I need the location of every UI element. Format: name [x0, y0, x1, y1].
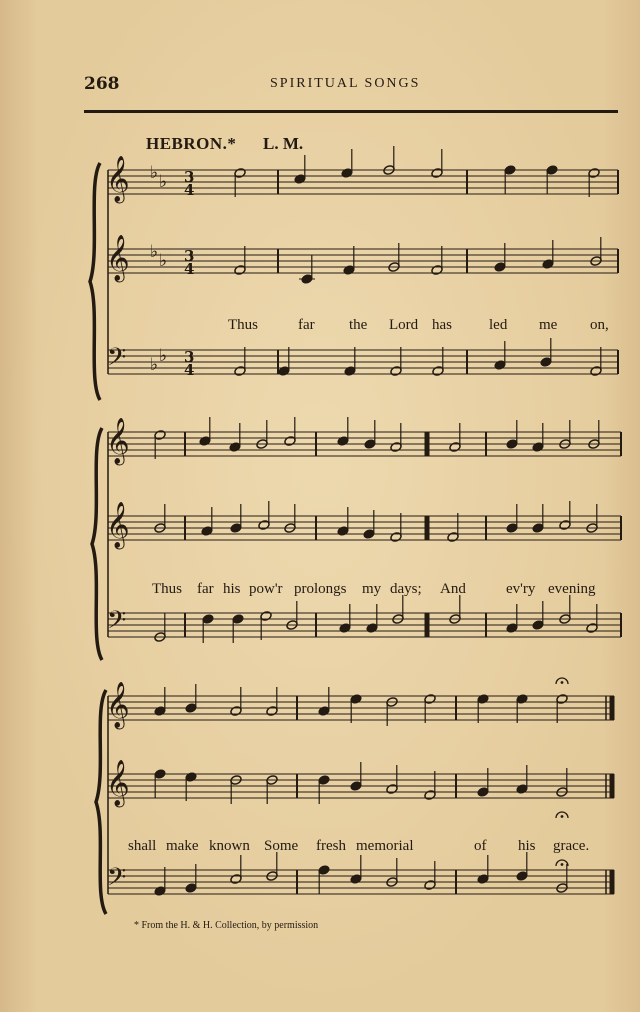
lyric-word: Some: [264, 838, 299, 854]
system-brace: [96, 690, 106, 914]
treble-clef-icon: 𝄞: [106, 418, 130, 464]
flat-sign-icon: ♭: [150, 242, 159, 262]
treble-clef-icon: 𝄞: [106, 156, 130, 202]
tune-meter: L. M.: [263, 134, 304, 153]
lyric-word: of: [474, 838, 487, 854]
lyric-word: Thus: [152, 581, 182, 597]
lyric-word: led: [489, 317, 508, 333]
lyric-word: my: [362, 581, 382, 597]
lyric-word: Thus: [228, 317, 258, 333]
lyric-word: known: [209, 838, 250, 854]
lyric-word: his: [223, 581, 241, 597]
lyric-word: prolongs: [294, 581, 347, 597]
time-signature-denominator: 4: [184, 181, 195, 199]
lyric-word: fresh: [316, 838, 346, 854]
fermata-dot: [561, 681, 564, 684]
flat-sign-icon: ♭: [159, 172, 168, 192]
bass-clef-icon: 𝄢: [107, 863, 127, 898]
lyric-word: his: [518, 838, 536, 854]
tune-title: HEBRON.*: [146, 134, 237, 153]
flat-sign-icon: ♭: [159, 346, 168, 366]
page-number: 268: [84, 74, 120, 94]
treble-clef-icon: 𝄞: [106, 235, 130, 281]
bass-clef-icon: 𝄢: [107, 606, 127, 641]
treble-clef-icon: 𝄞: [106, 682, 130, 728]
lyric-word: far: [197, 581, 214, 597]
system-brace: [92, 428, 102, 660]
treble-clef-icon: 𝄞: [106, 760, 130, 806]
flat-sign-icon: ♭: [150, 355, 159, 375]
time-signature-numerator: 3: [184, 247, 195, 265]
lyric-word: grace.: [553, 838, 590, 854]
lyric-word: ev'ry: [506, 581, 536, 597]
lyric-word: me: [539, 317, 558, 333]
lyric-word: memorial: [356, 838, 414, 854]
footnote: * From the H. & H. Collection, by permission: [134, 920, 319, 931]
system-brace: [90, 163, 100, 400]
fermata-dot: [561, 863, 564, 866]
time-signature-numerator: 3: [184, 348, 195, 366]
lyric-word: days;: [390, 581, 422, 597]
time-signature-denominator: 4: [184, 260, 195, 278]
lyric-word: evening: [548, 581, 596, 597]
running-title: SPIRITUAL SONGS: [270, 76, 421, 91]
lyric-word: And: [440, 581, 466, 597]
time-signature-denominator: 4: [184, 361, 195, 379]
lyric-word: make: [166, 838, 199, 854]
bass-clef-icon: 𝄢: [107, 343, 127, 378]
treble-clef-icon: 𝄞: [106, 502, 130, 548]
flat-sign-icon: ♭: [150, 163, 159, 183]
lyric-word: pow'r: [249, 581, 283, 597]
lyric-word: the: [349, 317, 368, 333]
time-signature-numerator: 3: [184, 168, 195, 186]
lyric-word: far: [298, 317, 315, 333]
lyric-word: Lord: [389, 317, 419, 333]
fermata-dot: [561, 815, 564, 818]
lyric-word: on,: [590, 317, 609, 333]
lyric-word: has: [432, 317, 452, 333]
lyric-word: shall: [128, 838, 157, 854]
flat-sign-icon: ♭: [159, 251, 168, 271]
